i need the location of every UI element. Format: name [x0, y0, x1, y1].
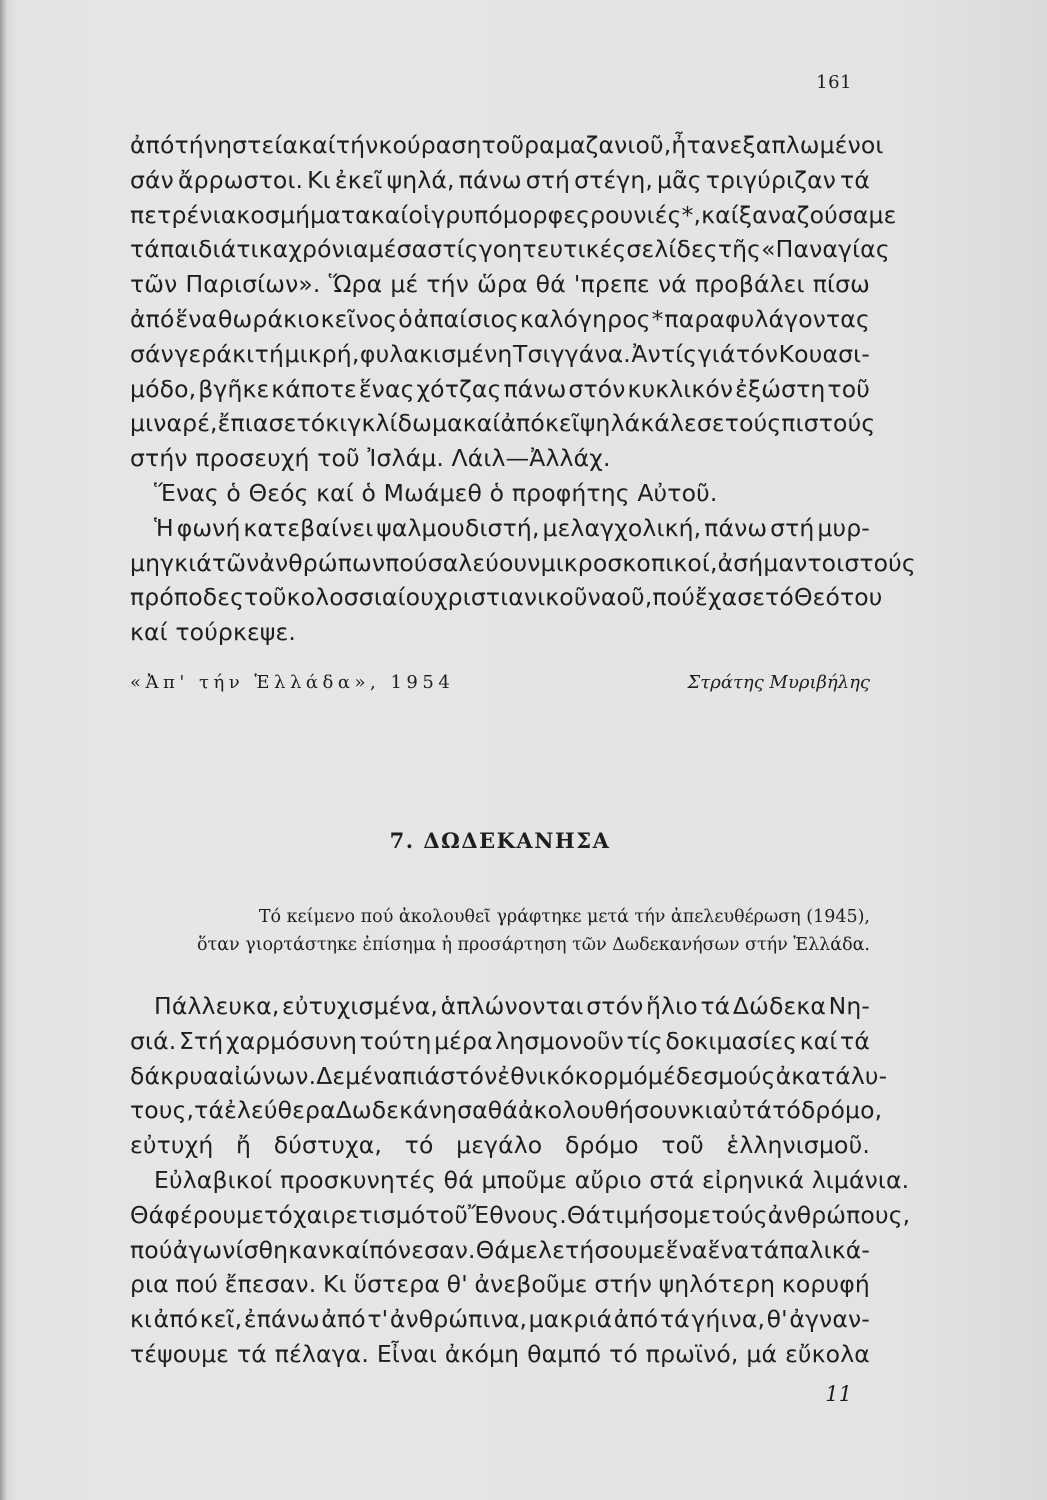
word: πάνω [704, 513, 768, 542]
word: θά [487, 1096, 518, 1125]
word: χαιρετισμό [292, 1200, 426, 1229]
word: ἔχασε [695, 583, 766, 612]
word: ξαπλωμένοι [742, 131, 884, 159]
text-line [130, 232, 890, 267]
word: του [839, 583, 883, 612]
word: τά [749, 1235, 780, 1264]
word: Ἀντίς [631, 339, 698, 368]
word: τά [840, 165, 870, 194]
word: καί [701, 200, 739, 229]
word: τόν [736, 339, 779, 368]
word: μακριά [528, 1305, 613, 1334]
word: στή [525, 165, 571, 194]
text-line [130, 302, 870, 337]
byline-author: Στράτης Μυριβήλης [687, 672, 870, 693]
word: τά [840, 1026, 870, 1055]
text-line [130, 1128, 870, 1163]
word: σελίδες [626, 235, 718, 264]
word: δρόμο [564, 1131, 639, 1160]
word: κορμό [574, 1061, 648, 1090]
word: χότζας [416, 374, 502, 403]
word: ὥρα [477, 270, 528, 299]
word: πού [175, 1270, 219, 1299]
word: δοκιμασίες [665, 1026, 798, 1055]
text-line: στήν προσευχή τοῦ Ἰσλάμ. Λάιλ—Ἀλλάχ. [130, 444, 611, 473]
word: ἀπό [500, 409, 545, 438]
word: εὐτυχισμένα, [282, 992, 439, 1020]
text-line [130, 337, 870, 372]
word: παραφυλάγοντας [664, 304, 870, 333]
word: Ὥρα [328, 270, 383, 299]
word: μέ [390, 270, 419, 299]
word: τό [264, 1200, 293, 1229]
word: μιναρέ, [130, 409, 218, 438]
word: Κι [323, 1270, 347, 1299]
word: παλικά- [779, 1235, 870, 1264]
word: πού [130, 1235, 173, 1264]
text-line [130, 511, 870, 546]
word: κι [130, 1305, 153, 1334]
word: τριγύριζαν [705, 165, 837, 194]
word: ἐξώστη [735, 374, 826, 403]
word: τῶν [130, 270, 178, 299]
word: κυκλικόν [627, 374, 734, 403]
word: τούτη [359, 1026, 432, 1055]
word: ὁ [398, 304, 413, 333]
word: ἐθνικό [497, 1061, 575, 1090]
word: στίς [427, 235, 479, 264]
word: κάποτε [271, 374, 357, 403]
word: Ἡ [154, 513, 174, 542]
word: Νη- [828, 992, 870, 1020]
word: τους, [130, 1096, 195, 1125]
word: * [651, 304, 664, 333]
word: καί [462, 409, 501, 438]
word: ἀπό [613, 1305, 659, 1334]
word: ἀπό [321, 1305, 366, 1334]
word: τοῦ [481, 131, 525, 159]
word: πόνεσαν. [369, 1235, 476, 1264]
byline [130, 672, 870, 702]
word: φέρουμε [164, 1200, 265, 1229]
word: θά [535, 270, 566, 299]
word: βγῆκε [198, 374, 270, 403]
word: θωράκιο [218, 304, 320, 333]
word: Δεμένα [316, 1061, 403, 1090]
word: φυλακισμένη [359, 339, 513, 368]
word: ἔπεσαν. [224, 1270, 317, 1299]
word: πιά [402, 1061, 441, 1090]
text-line [130, 1233, 870, 1268]
page-number: 161 [816, 72, 852, 93]
word: ψηλά, [386, 165, 455, 194]
word: χριστιανικοῦ [433, 583, 588, 612]
word: αἰώνων. [218, 1061, 317, 1090]
word: ξαναζούσαμε [738, 200, 897, 229]
word: ρια [130, 1270, 169, 1299]
word: καλόγηρος [519, 304, 651, 333]
word: Θά [566, 1200, 602, 1229]
word: κορυφή [781, 1270, 870, 1299]
word: ἀνθρώπους, [767, 1200, 911, 1229]
first-text-block [130, 128, 916, 650]
word: τοῦ [425, 1200, 468, 1229]
word: τοῦ [244, 583, 287, 612]
text-line [130, 989, 870, 1024]
word: κάλεσε [640, 409, 725, 438]
word: στή [770, 513, 815, 542]
text-line [130, 1093, 883, 1128]
word: Παρισίων». [185, 270, 321, 299]
word: γοητευτικές [478, 235, 627, 264]
word: Κουασι- [778, 339, 870, 368]
word: τῆς [717, 235, 762, 264]
word: ἀγναν- [789, 1305, 870, 1334]
text-line [130, 1198, 911, 1233]
word: Ἔθνους. [467, 1200, 567, 1229]
word: στόν [568, 374, 626, 403]
text-line [130, 580, 883, 615]
word: γιά [697, 339, 736, 368]
word: μελαγχολική, [542, 513, 702, 542]
word: μά [746, 1339, 778, 1368]
word: ψηλότερη [658, 1270, 776, 1299]
word: ἄρρωστοι. [177, 165, 304, 194]
text-line [130, 1267, 870, 1302]
word: καί [799, 1026, 838, 1055]
word: Πάλλευκα, [154, 992, 280, 1020]
word: πού [652, 583, 695, 612]
word: πρόποδες [130, 583, 245, 612]
word: ἀπό [153, 1305, 199, 1334]
word: ἀπό [130, 131, 175, 159]
word: ἥλιο [646, 992, 698, 1020]
word: τ' [367, 1305, 389, 1334]
text-line: καί τούρκεψε. [130, 618, 296, 647]
word: χαρμόσυνη [225, 1026, 358, 1055]
word: ναοῦ, [587, 583, 653, 612]
byline-source: «Ἀπ' τήν Ἑλλάδα», 1954 [130, 672, 455, 693]
word: μέσα [368, 235, 428, 264]
word: ἀσήμαντοι [717, 548, 845, 577]
word: νηστεία [203, 131, 299, 159]
word: ἐλεύθερα [224, 1096, 336, 1125]
word: μικρή, [284, 339, 360, 368]
word: κοσμήματα [236, 200, 371, 229]
word: τούς [711, 1200, 768, 1229]
word: τέψουμε [130, 1339, 230, 1368]
word: κεῖνος [320, 304, 398, 333]
word: ἑλληνισμοῦ. [726, 1131, 870, 1160]
word: τά [130, 235, 160, 264]
word: ἀγωνίσθηκαν [172, 1235, 332, 1264]
word: τοῦ [661, 1131, 704, 1160]
word: οἱ [408, 200, 432, 229]
word: καί [298, 131, 336, 159]
word: καί [331, 1235, 369, 1264]
word: μηγκιά [130, 548, 212, 577]
word: ἕνα [707, 1235, 750, 1264]
word: τήν [335, 131, 379, 159]
text-line [130, 128, 884, 163]
text-line [130, 372, 870, 407]
word: τή [174, 131, 204, 159]
word: ραμαζανιοῦ, [524, 131, 672, 159]
word: γρυπόμορφες [431, 200, 591, 229]
word: «Παναγίας [761, 235, 890, 264]
word: στόν [586, 992, 644, 1020]
word: τό [772, 1096, 801, 1125]
word: ἀκόμη [444, 1339, 520, 1368]
text-line [130, 546, 916, 581]
word: τούς [724, 409, 782, 438]
word: σαλεύουν [427, 548, 541, 577]
text-line [130, 1059, 888, 1094]
word: δάκρυα [130, 1061, 219, 1090]
word: Στή [178, 1026, 224, 1055]
intro-line: ὅταν γιορτάστηκε ἐπίσημα ἡ προσάρτηση τῶν Δωδεκανήσων στήν Ἑλλάδα. [197, 935, 870, 955]
word: τό [296, 409, 326, 438]
word: μεγάλο [456, 1131, 543, 1160]
word: κι [690, 1096, 713, 1125]
second-text-block [130, 989, 911, 1372]
word: τήν [426, 270, 469, 299]
word: ἀπαίσιος [413, 304, 519, 333]
word: φωνή [176, 513, 241, 542]
word: Δωδεκάνησα [335, 1096, 488, 1125]
word: τό [404, 1131, 434, 1160]
word: ἔπιασε [217, 409, 297, 438]
word: ἀπό [130, 304, 175, 333]
word: μικροσκοπικοί, [540, 548, 718, 577]
word: Εἶναι [376, 1339, 437, 1368]
word: τά [700, 992, 731, 1020]
word: ἕνα [665, 1235, 708, 1264]
word: ρουνιές [590, 200, 682, 229]
word: τά [659, 1305, 690, 1334]
word: τοῦ [827, 374, 870, 403]
word: ἀνθρώπινα, [389, 1305, 528, 1334]
text-line [130, 267, 870, 302]
word: κολοσσιαίου [286, 583, 434, 612]
word: τά [236, 1339, 267, 1368]
word: ἐπάνω [243, 1305, 320, 1334]
word: πετρένια [130, 200, 237, 229]
word: μόδο, [130, 374, 197, 403]
word: ἀνεβοῦμε [474, 1270, 588, 1299]
word: γήινα, [691, 1305, 766, 1334]
word: σιά. [130, 1026, 177, 1055]
intro-line: Τό κείμενο πού ἀκολουθεῖ γράφτηκε μετά τήν ἀπελευθέρωση (1945), [258, 907, 870, 927]
word: τιμήσομε [601, 1200, 712, 1229]
word: πιστούς [781, 409, 876, 438]
word: χρόνια [288, 235, 369, 264]
word: ἕνα [175, 304, 218, 333]
word: τό [609, 1339, 638, 1368]
word: *, [681, 200, 702, 229]
text-line [130, 1024, 870, 1059]
word: κιγκλίδωμα [325, 409, 463, 438]
word: κατεβαίνει [243, 513, 374, 542]
text-line [130, 1302, 870, 1337]
word: ἤ [236, 1131, 252, 1160]
word: κεῖ, [199, 1305, 243, 1334]
word: σάν [130, 165, 174, 194]
word: Δώδεκα [732, 992, 826, 1020]
section-heading: 7. ΔΩΔΕΚΑΝΗΣΑ [389, 828, 611, 853]
word: ἀκατάλυ- [775, 1061, 888, 1090]
word: πίσω [812, 270, 870, 299]
word: ὕστερα [353, 1270, 440, 1299]
text-line [130, 198, 897, 233]
word: γεράκι [174, 339, 255, 368]
word: δεσμούς [675, 1061, 776, 1090]
text-line [130, 406, 876, 441]
signature-mark: 11 [825, 1382, 852, 1406]
word: καί [370, 200, 409, 229]
word: στόν [440, 1061, 498, 1090]
word: ψηλά [579, 409, 641, 438]
word: πάνω [458, 165, 522, 194]
word: μᾶς [657, 165, 702, 194]
word: ἕνας [358, 374, 415, 403]
section-intro [180, 903, 870, 959]
word: σάν [130, 339, 174, 368]
book-spine-shadow [0, 0, 6, 1500]
word: πέλαγα. [274, 1339, 369, 1368]
word: δρόμο, [800, 1096, 883, 1125]
word: τή [254, 339, 285, 368]
word: παιδιάτικα [159, 235, 289, 264]
word: πρωϊνό, [645, 1339, 739, 1368]
word: στήν [594, 1270, 652, 1299]
word: Θεό [793, 583, 840, 612]
word: Κι [307, 165, 331, 194]
word: Τσιγγάνα. [512, 339, 631, 368]
word: θ' [766, 1305, 788, 1334]
word: μέρα [434, 1026, 493, 1055]
word: 'πρεπε [573, 270, 650, 299]
word: ἀνθρώπων [259, 548, 386, 577]
word: κεῖ [544, 409, 580, 438]
word: πού [385, 548, 428, 577]
text-line [130, 1337, 870, 1372]
word: ἀκολουθήσουν [517, 1096, 691, 1125]
word: εὐτυχή [130, 1131, 214, 1160]
word: τίς [626, 1026, 663, 1055]
word: πάνω [503, 374, 567, 403]
word: τά [194, 1096, 225, 1125]
word: ἦτανε [671, 131, 743, 159]
word: στέγη, [574, 165, 654, 194]
text-line: Ἕνας ὁ Θεός καί ὁ Μωάμεθ ὁ προφήτης Αὐτοῦ. [154, 478, 718, 507]
word: δύστυχα, [273, 1131, 383, 1160]
word: προβάλει [694, 270, 805, 299]
word: ἐκεῖ [334, 165, 383, 194]
text-line [130, 163, 870, 198]
word: μέ [647, 1061, 676, 1090]
word: μυρ- [817, 513, 870, 542]
word: μελετήσουμε [510, 1235, 666, 1264]
word: κούραση [378, 131, 482, 159]
word: ψαλμουδιστή, [376, 513, 540, 542]
word: λησμονοῦν [495, 1026, 624, 1055]
word: τό [765, 583, 794, 612]
word: Θά [130, 1200, 165, 1229]
word: Θά [475, 1235, 511, 1264]
word: θ' [446, 1270, 468, 1299]
word: τῶν [211, 548, 260, 577]
word: εὔκολα [785, 1339, 870, 1368]
word: στούς [844, 548, 916, 577]
text-line: Εὐλαβικοί προσκυνητές θά μποῦμε αὔριο στά εἰρηνικά λιμάνια. [154, 1165, 910, 1194]
word: ἁπλώνονται [440, 992, 584, 1020]
word: αὐτά [712, 1096, 773, 1125]
word: θαμπό [527, 1339, 602, 1368]
word: νά [657, 270, 687, 299]
